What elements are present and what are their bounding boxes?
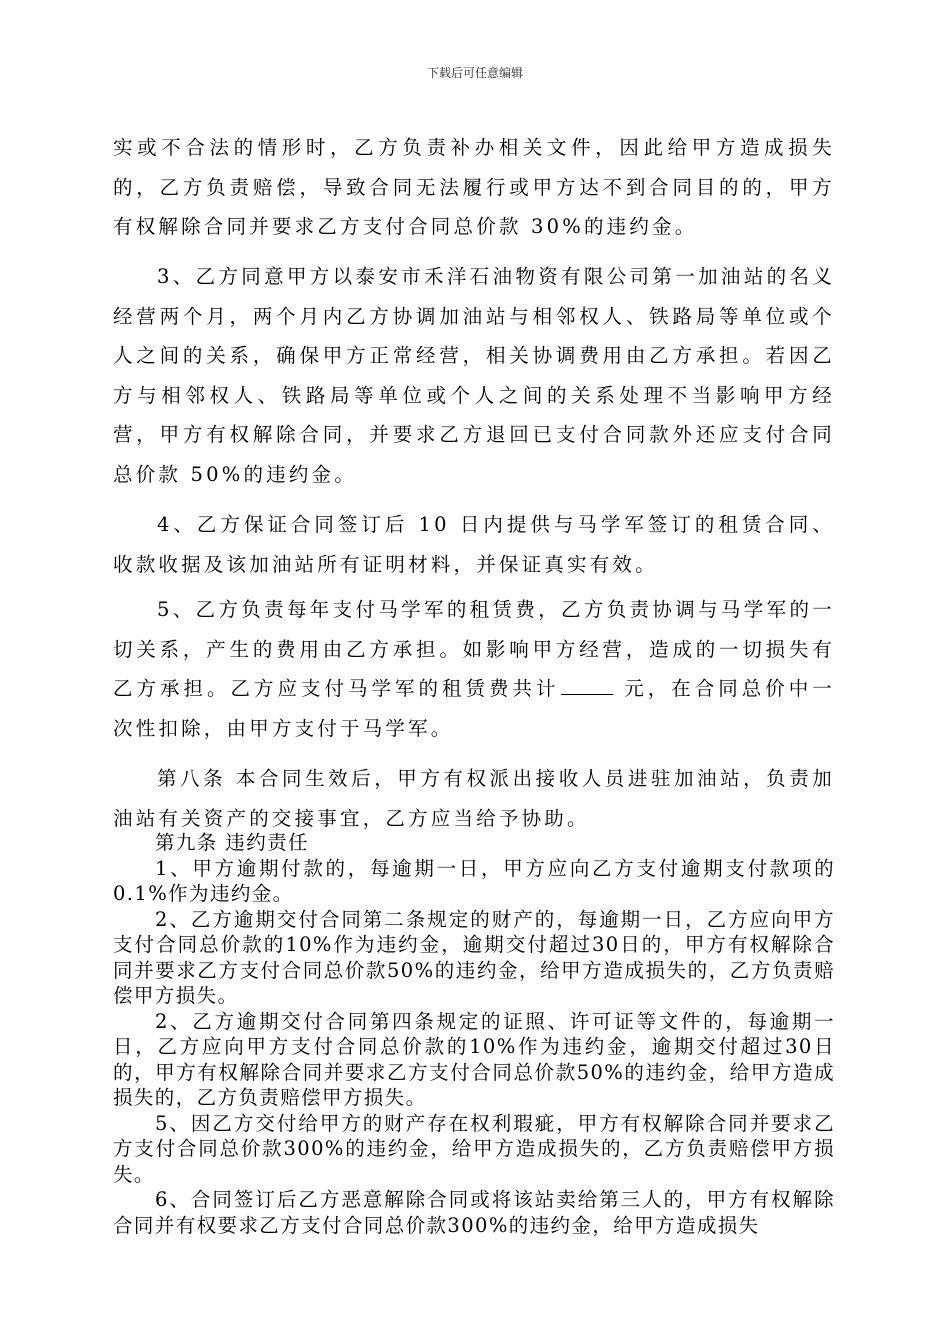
clause-3-block <box>113 257 835 494</box>
clause-4-block <box>113 505 835 584</box>
paragraph-clause-4: 4、乙方保证合同签订后 10 日内提供与马学军签订的租赁合同、收款收据及该加油站所有证明材料，并保证真实有效。 <box>113 513 835 576</box>
rent-amount-blank <box>561 676 613 695</box>
paragraph-1: 实或不合法的情形时，乙方负责补办相关文件，因此给甲方造成损失的，乙方负责赔偿，导致合同无法履行或甲方达不到合同目的的，甲方有权解除合同并要求乙方支付合同总价款 30%的违约金。 <box>113 136 835 238</box>
article-9-block <box>113 830 835 1238</box>
paragraph-clause-3: 3、乙方同意甲方以泰安市禾洋石油物资有限公司第一加油站的名义经营两个月，两个月内乙方协调加油站与相邻权人、铁路局等单位或个人之间的关系，确保甲方正常经营，相关协调费用由乙方承担。若因乙方与相邻权人、铁路局等单位或个人之间的关系处理不当影响甲方经营，甲方有权解除合同，并要求乙方退回已支付合同款外还应支付合同总价款 50%的违约金。 <box>113 265 835 486</box>
liability-item-6: 6、合同签订后乙方恶意解除合同或将该站卖给第三人的，甲方有权解除合同并有权要求乙方支付合同总价款300%的违约金，给甲方造成损失 <box>113 1188 835 1237</box>
liability-item-5: 5、因乙方交付给甲方的财产存在权利瑕疵，甲方有权解除合同并要求乙方支付合同总价款300%的违约金，给甲方造成损失的，乙方负责赔偿甲方损失。 <box>113 1111 835 1186</box>
paragraph-clause-5 <box>113 590 835 748</box>
liability-item-2b: 2、乙方逾期交付合同第四条规定的证照、许可证等文件的，每逾期一日，乙方应向甲方支付合同总价款的10%作为违约金，逾期交付超过30日的，甲方有权解除合同并要求乙方支付合同总价款50%的违约金，给甲方造成损失的，乙方负责赔偿甲方损失。 <box>113 1009 835 1109</box>
clause-5-block <box>113 590 835 748</box>
clause-5-text-after: 元，在合同总价中一次性扣除，由甲方支付于马学军。 <box>113 677 835 740</box>
liability-item-1: 1、甲方逾期付款的，每逾期一日，甲方应向乙方支付逾期支付款项的0.1%作为违约金。 <box>113 856 835 905</box>
article-8-block <box>113 759 835 838</box>
article-9-heading: 第九条 违约责任 <box>155 831 309 854</box>
contract-body-continued <box>113 128 835 247</box>
liability-item-2a: 2、乙方逾期交付合同第二条规定的财产的，每逾期一日，乙方应向甲方支付合同总价款的10%作为违约金，逾期交付超过30日的，甲方有权解除合同并要求乙方支付合同总价款50%的违约金，给甲方造成损失的，乙方负责赔偿甲方损失。 <box>113 907 835 1007</box>
clause-5-text-before: 5、乙方负责每年支付马学军的租赁费，乙方负责协调与马学军的一切关系，产生的费用由乙方承担。如影响甲方经营，造成的一切损失有乙方承担。乙方应支付马学军的租赁费共计 <box>113 598 835 700</box>
page-header: 下载后可任意编辑 <box>426 66 523 80</box>
paragraph-article-8: 第八条 本合同生效后，甲方有权派出接收人员进驻加油站，负责加油站有关资产的交接事宜，乙方应当给予协助。 <box>113 767 835 830</box>
